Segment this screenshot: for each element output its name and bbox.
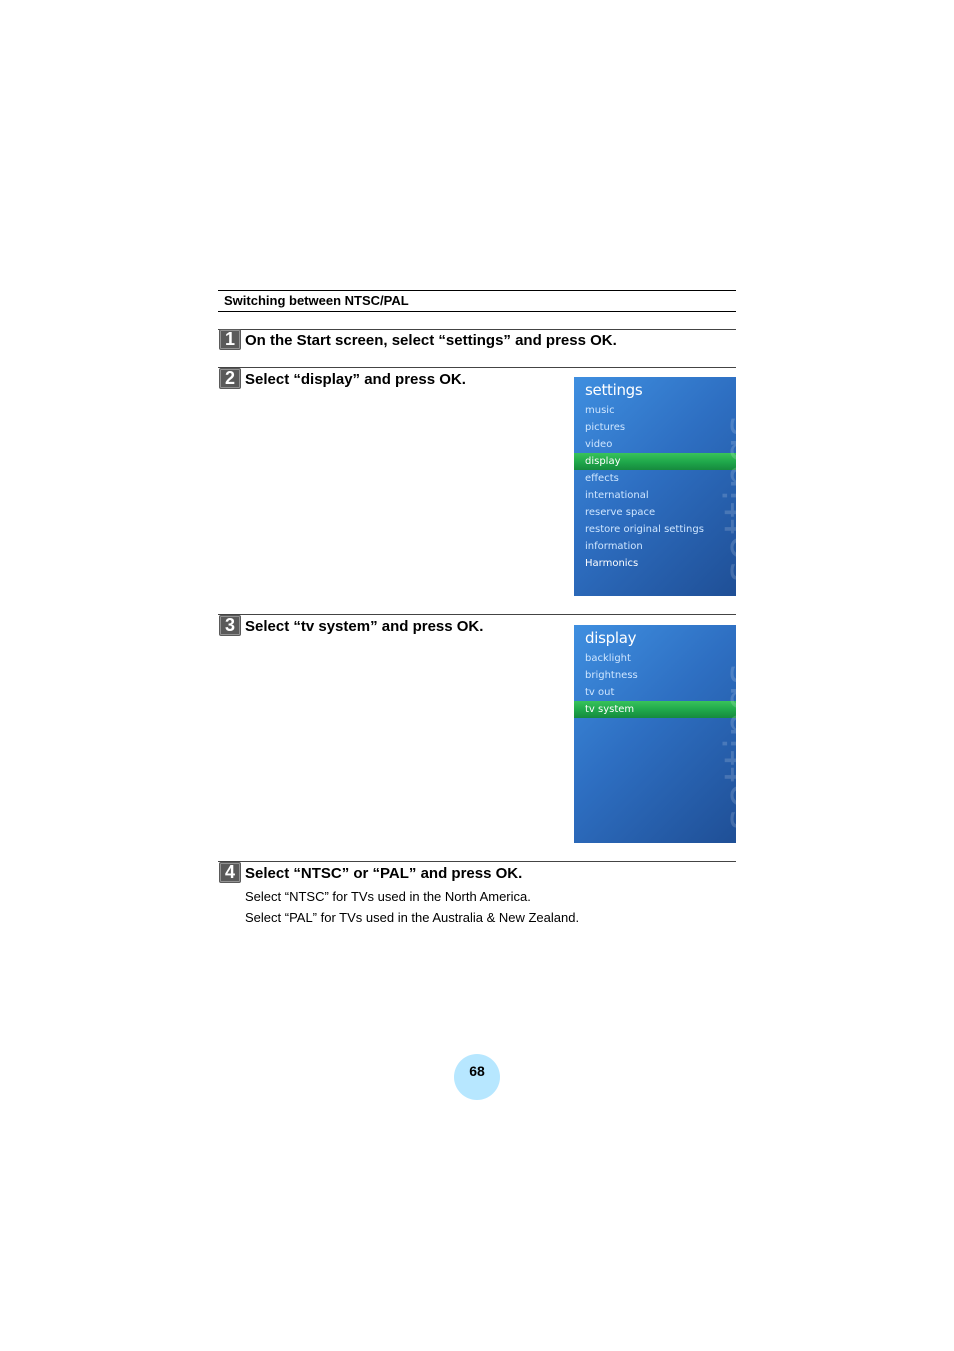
section-title: Switching between NTSC/PAL [224, 293, 409, 308]
menu-item-tv-out: tv out [585, 687, 615, 698]
note-ntsc: Select “NTSC” for TVs used in the North America. [245, 889, 531, 904]
step-4-number: 4 [219, 862, 241, 883]
page-number: 68 [454, 1054, 500, 1100]
step-1-text: On the Start screen, select “settings” and press OK. [245, 332, 617, 349]
step-2-divider [218, 367, 736, 368]
settings-screen-image [574, 377, 763, 596]
step-2-number: 2 [219, 368, 241, 389]
menu-item-backlight: backlight [585, 653, 631, 664]
menu-item-harmonics: Harmonics [585, 558, 639, 569]
menu-item-restore-original-settings: restore original settings [585, 524, 704, 535]
menu-item-information: information [585, 541, 643, 552]
step-1-divider [218, 329, 736, 330]
step-4-text: Select “NTSC” or “PAL” and press OK. [245, 865, 523, 882]
display-watermark: settings [717, 662, 763, 830]
display-screen-image [574, 625, 763, 843]
step-2-text: Select “display” and press OK. [245, 371, 466, 388]
settings-watermark: settings [717, 414, 763, 582]
step-3-number: 3 [219, 615, 241, 636]
menu-item-pictures: pictures [585, 422, 626, 433]
step-3-text: Select “tv system” and press OK. [245, 618, 484, 635]
note-pal: Select “PAL” for TVs used in the Australia & New Zealand. [245, 910, 580, 925]
menu-item-tv-system: tv system [574, 701, 736, 718]
menu-item-reserve-space: reserve space [585, 507, 656, 518]
step-1-number: 1 [219, 329, 241, 350]
menu-item-effects: effects [585, 473, 619, 484]
section-header [218, 290, 736, 312]
menu-item-video: video [585, 439, 613, 450]
display-screen-title: display [585, 629, 637, 647]
step-3-divider [218, 614, 736, 615]
step-4-divider [218, 861, 736, 862]
menu-item-display: display [574, 453, 736, 470]
menu-item-international: international [585, 490, 649, 501]
settings-screen-title: settings [585, 381, 643, 399]
menu-item-music: music [585, 405, 615, 416]
menu-item-brightness: brightness [585, 670, 638, 681]
